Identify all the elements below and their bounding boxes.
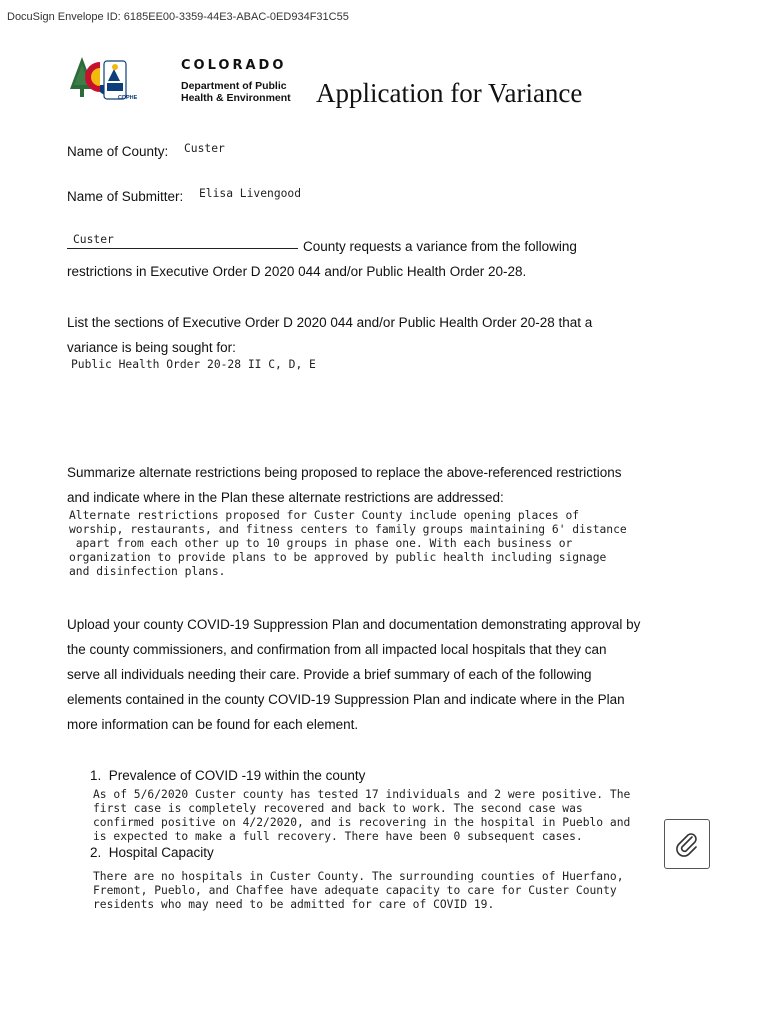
attachment-button[interactable]	[664, 819, 710, 869]
submitter-label: Name of Submitter:	[67, 189, 184, 204]
summary-answer-line[interactable]: apart from each other up to 10 groups in phase one. With each business or	[69, 537, 573, 550]
agency-name: COLORADO	[181, 58, 287, 73]
request-text: County requests a variance from the following	[303, 239, 577, 254]
summary-answer-line[interactable]: and disinfection plans.	[69, 565, 226, 578]
list-question-line1: List the sections of Executive Order D 2020 044 and/or Public Health Order 20-28 that a	[67, 315, 593, 330]
upload-text-line: the county commissioners, and confirmation from all impacted local hospitals that they can	[67, 642, 607, 657]
list-question-line2: variance is being sought for:	[67, 340, 236, 355]
upload-text-line: serve all individuals needing their care. Provide a brief summary of each of the following	[67, 667, 592, 682]
list-answer-field[interactable]: Public Health Order 20-28 II C, D, E	[71, 358, 316, 371]
paperclip-icon	[673, 830, 701, 863]
item-1-answer-line[interactable]: confirmed positive on 4/2/2020, and is recovering in the hospital in Pueblo and	[93, 816, 631, 829]
upload-text-line: Upload your county COVID-19 Suppression Plan and documentation demonstrating approval by	[67, 617, 641, 632]
county-blank-underline	[67, 248, 298, 249]
item-1-title: 1. Prevalence of COVID -19 within the county	[90, 768, 366, 783]
department-line-2: Health & Environment	[181, 92, 291, 104]
summary-question-line1: Summarize alternate restrictions being proposed to replace the above-referenced restrictions	[67, 465, 622, 480]
summary-answer-line[interactable]: worship, restaurants, and fitness centers to family groups maintaining 6' distance	[69, 523, 627, 536]
county-label: Name of County:	[67, 144, 169, 159]
submitter-field[interactable]: Elisa Livengood	[199, 187, 302, 200]
envelope-id: DocuSign Envelope ID: 6185EE00-3359-44E3-ABAC-0ED934F31C55	[7, 11, 349, 23]
item-1-answer-line[interactable]: first case is completely recovered and back to work. The second case was	[93, 802, 583, 815]
summary-question-line2: and indicate where in the Plan these alternate restrictions are addressed:	[67, 490, 504, 505]
department-line-1: Department of Public	[181, 80, 287, 92]
summary-answer-line[interactable]: Alternate restrictions proposed for Custer County include opening places of	[69, 509, 580, 522]
summary-answer-line[interactable]: organization to provide plans to be approved by public health including signage	[69, 551, 607, 564]
item-1-answer-line[interactable]: is expected to make a full recovery. There have been 0 subsequent cases.	[93, 830, 583, 843]
seal-label: CDPHE	[118, 95, 138, 101]
item-2-answer-line[interactable]: residents who may need to be admitted for care of COVID 19.	[93, 898, 495, 911]
upload-text-line: more information can be found for each element.	[67, 717, 359, 732]
item-1-answer-line[interactable]: As of 5/6/2020 Custer county has tested 17 individuals and 2 were positive. The	[93, 788, 631, 801]
request-text-line2: restrictions in Executive Order D 2020 044 and/or Public Health Order 20-28.	[67, 264, 527, 279]
county-blank-field[interactable]: Custer	[73, 233, 114, 246]
item-2-answer-line[interactable]: Fremont, Pueblo, and Chaffee have adequate capacity to care for Custer County	[93, 884, 617, 897]
item-2-answer-line[interactable]: There are no hospitals in Custer County. The surrounding counties of Huerfano,	[93, 870, 624, 883]
page-title: Application for Variance	[316, 78, 583, 108]
item-2-title: 2. Hospital Capacity	[90, 845, 214, 860]
county-field[interactable]: Custer	[184, 142, 225, 155]
upload-text-line: elements contained in the county COVID-19 Suppression Plan and indicate where in the Plan	[67, 692, 625, 707]
